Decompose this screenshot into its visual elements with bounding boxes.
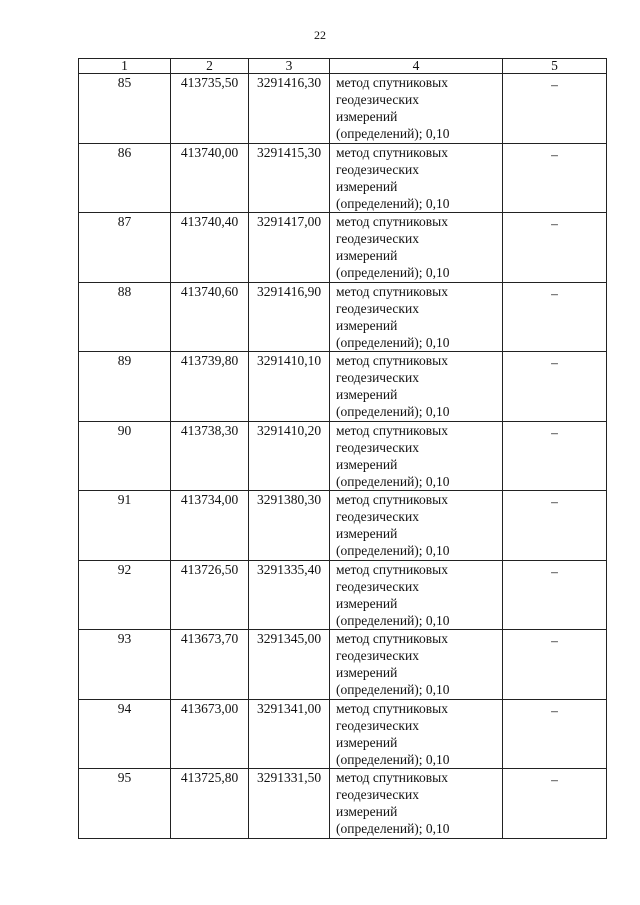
method-line: геодезических (336, 439, 419, 455)
coordinate-x-cell: 413738,30 (171, 421, 249, 491)
coordinate-x-cell: 413673,70 (171, 630, 249, 700)
method-line: (определений); 0,10 (336, 751, 450, 767)
coordinates-table (78, 58, 607, 839)
method-cell (330, 630, 503, 700)
method-cell (330, 352, 503, 422)
coordinate-y-cell: 3291410,10 (249, 352, 330, 422)
table-row (79, 491, 607, 561)
table-row (79, 143, 607, 213)
method-cell (330, 74, 503, 144)
coordinate-y-cell: 3291416,90 (249, 282, 330, 352)
coordinate-x-cell: 413734,00 (171, 491, 249, 561)
method-line: измерений (336, 109, 398, 124)
method-cell (330, 491, 503, 561)
coordinate-x-cell: 413739,80 (171, 352, 249, 422)
method-line: (определений); 0,10 (336, 126, 450, 141)
method-line: (определений); 0,10 (336, 265, 450, 280)
method-line: измерений (336, 178, 398, 194)
coordinate-y-cell: 3291415,30 (249, 143, 330, 213)
column-5-cell (503, 560, 607, 630)
dash-mark: – (551, 146, 558, 162)
method-line: геодезических (336, 648, 419, 663)
method-line: метод спутниковых (336, 770, 448, 785)
dash-mark: – (551, 633, 558, 648)
point-number-cell: 93 (79, 630, 171, 700)
point-number-cell: 90 (79, 421, 171, 491)
method-cell (330, 769, 503, 839)
coordinate-y-cell: 3291416,30 (249, 74, 330, 144)
column-5-cell (503, 352, 607, 422)
method-line: геодезических (336, 787, 419, 802)
method-line: измерений (336, 665, 398, 680)
dash-mark: – (551, 285, 558, 301)
method-line: геодезических (336, 300, 419, 316)
column-header-5: 5 (503, 59, 607, 74)
method-line: метод спутниковых (336, 214, 448, 229)
method-line: измерений (336, 804, 398, 819)
method-line: измерений (336, 595, 398, 611)
dash-mark: – (551, 563, 558, 579)
table-row (79, 282, 607, 352)
method-line: метод спутниковых (336, 700, 448, 716)
coordinate-y-cell: 3291341,00 (249, 699, 330, 769)
table-row (79, 74, 607, 144)
column-header-2: 2 (171, 59, 249, 74)
column-5-cell (503, 491, 607, 561)
dash-mark: – (551, 216, 558, 231)
point-number-cell: 87 (79, 213, 171, 283)
method-cell (330, 560, 503, 630)
method-line: измерений (336, 387, 398, 402)
coordinate-x-cell: 413735,50 (171, 74, 249, 144)
table-row (79, 699, 607, 769)
method-line: метод спутниковых (336, 353, 448, 368)
method-line: метод спутниковых (336, 631, 448, 646)
dash-mark: – (551, 77, 558, 92)
method-line: измерений (336, 734, 398, 750)
column-5-cell (503, 769, 607, 839)
method-line: (определений); 0,10 (336, 682, 450, 697)
method-cell (330, 699, 503, 769)
method-line: (определений); 0,10 (336, 612, 450, 628)
table-row (79, 352, 607, 422)
dash-mark: – (551, 494, 558, 509)
method-line: (определений); 0,10 (336, 473, 450, 489)
method-line: измерений (336, 248, 398, 263)
point-number-cell: 89 (79, 352, 171, 422)
table-header-row (79, 59, 607, 74)
method-line: геодезических (336, 509, 419, 524)
method-line: геодезических (336, 578, 419, 594)
table-row (79, 560, 607, 630)
coordinate-y-cell: 3291380,30 (249, 491, 330, 561)
column-5-cell (503, 143, 607, 213)
method-line: метод спутниковых (336, 422, 448, 438)
coordinate-y-cell: 3291335,40 (249, 560, 330, 630)
column-header-1: 1 (79, 59, 171, 74)
column-5-cell (503, 630, 607, 700)
point-number-cell: 85 (79, 74, 171, 144)
column-5-cell (503, 699, 607, 769)
method-cell (330, 143, 503, 213)
column-5-cell (503, 74, 607, 144)
column-header-4: 4 (330, 59, 503, 74)
dash-mark: – (551, 702, 558, 718)
method-line: измерений (336, 317, 398, 333)
method-line: (определений); 0,10 (336, 334, 450, 350)
method-line: геодезических (336, 370, 419, 385)
coordinate-x-cell: 413725,80 (171, 769, 249, 839)
coordinate-y-cell: 3291345,00 (249, 630, 330, 700)
method-line: метод спутниковых (336, 561, 448, 577)
method-line: метод спутниковых (336, 144, 448, 160)
table-row (79, 769, 607, 839)
method-line: метод спутниковых (336, 492, 448, 507)
method-line: (определений); 0,10 (336, 821, 450, 836)
method-line: метод спутниковых (336, 75, 448, 90)
coordinate-x-cell: 413740,00 (171, 143, 249, 213)
coordinate-x-cell: 413740,60 (171, 282, 249, 352)
point-number-cell: 94 (79, 699, 171, 769)
table-row (79, 213, 607, 283)
point-number-cell: 92 (79, 560, 171, 630)
method-cell (330, 213, 503, 283)
table-body (79, 74, 607, 839)
point-number-cell: 91 (79, 491, 171, 561)
method-line: (определений); 0,10 (336, 404, 450, 419)
dash-mark: – (551, 424, 558, 440)
coordinate-x-cell: 413740,40 (171, 213, 249, 283)
method-line: метод спутниковых (336, 283, 448, 299)
point-number-cell: 95 (79, 769, 171, 839)
coordinate-x-cell: 413726,50 (171, 560, 249, 630)
method-line: измерений (336, 526, 398, 541)
table-row (79, 421, 607, 491)
method-cell (330, 421, 503, 491)
table-row (79, 630, 607, 700)
column-header-3: 3 (249, 59, 330, 74)
column-5-cell (503, 213, 607, 283)
method-line: (определений); 0,10 (336, 543, 450, 558)
coordinate-x-cell: 413673,00 (171, 699, 249, 769)
method-line: геодезических (336, 161, 419, 177)
dash-mark: – (551, 772, 558, 787)
point-number-cell: 88 (79, 282, 171, 352)
coordinate-y-cell: 3291417,00 (249, 213, 330, 283)
page-number: 22 (314, 28, 326, 42)
point-number-cell: 86 (79, 143, 171, 213)
method-line: измерений (336, 456, 398, 472)
column-5-cell (503, 282, 607, 352)
coordinate-y-cell: 3291410,20 (249, 421, 330, 491)
dash-mark: – (551, 355, 558, 370)
coordinate-y-cell: 3291331,50 (249, 769, 330, 839)
method-line: геодезических (336, 717, 419, 733)
column-5-cell (503, 421, 607, 491)
method-line: (определений); 0,10 (336, 195, 450, 211)
method-cell (330, 282, 503, 352)
method-line: геодезических (336, 92, 419, 107)
method-line: геодезических (336, 231, 419, 246)
